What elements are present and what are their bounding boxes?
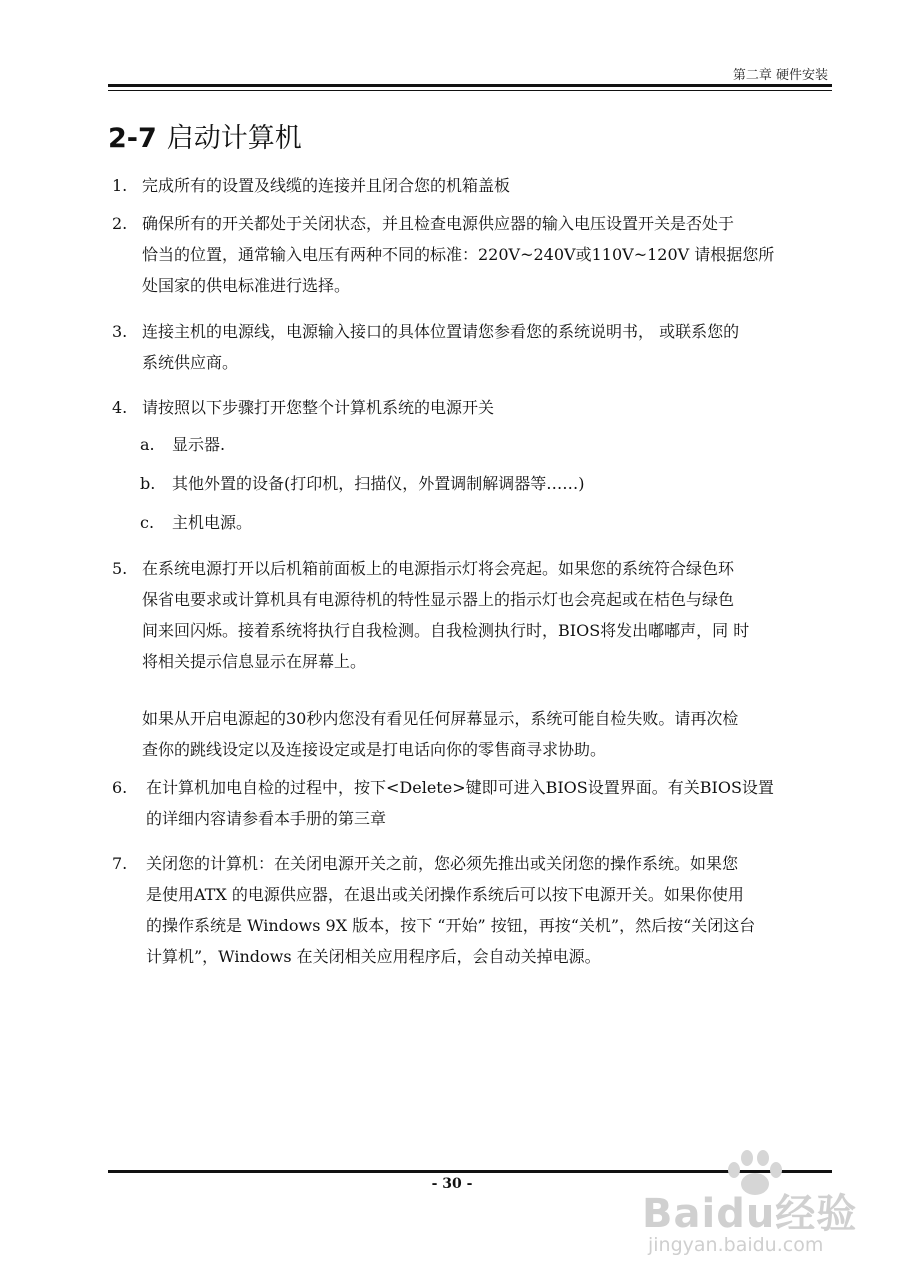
sub-item-text: 主机电源。 xyxy=(172,513,253,532)
step-number: 6. xyxy=(112,778,128,797)
sub-item-text: 其他外置的设备(打印机，扫描仪，外置调制解调器等……) xyxy=(172,474,585,493)
step-text: 请按照以下步骤打开您整个计算机系统的电源开关 xyxy=(142,398,495,417)
step-number: 2. xyxy=(112,214,128,233)
section-title xyxy=(108,116,302,155)
step-line: 确保所有的开关都处于关闭状态，并且检查电源供应器的输入电压设置开关是否处于 xyxy=(142,214,735,233)
list-item-step-4 xyxy=(112,392,832,423)
step-line: 系统供应商。 xyxy=(142,353,239,372)
list-item-step-2 xyxy=(112,208,832,301)
baidu-watermark xyxy=(640,1140,870,1270)
step-line: 保省电要求或计算机具有电源待机的特性显示器上的指示灯也会亮起或在桔色与绿色 xyxy=(142,590,735,609)
header-rule-thick xyxy=(108,84,832,87)
watermark-logo: Baidu经验 xyxy=(642,1191,858,1237)
step-number: 3. xyxy=(112,322,128,341)
step-text: 完成所有的设置及线缆的连接并且闭合您的机箱盖板 xyxy=(142,176,511,195)
step-5-note xyxy=(112,703,832,765)
sub-item-text: 显示器. xyxy=(172,435,226,454)
section-heading: 启动计算机 xyxy=(166,123,302,154)
step-line: 在计算机加电自检的过程中，按下<Delete>键即可进入BIOS设置界面。有关BIOS设置 xyxy=(146,778,774,797)
step-number: 5. xyxy=(112,559,128,578)
step-line: 计算机”，Windows 在关闭相关应用程序后，会自动关掉电源。 xyxy=(146,947,601,966)
step-line: 将相关提示信息显示在屏幕上。 xyxy=(142,652,367,671)
step-line: 的操作系统是 Windows 9X 版本，按下 “开始” 按钮，再按“关机”，然后按“关闭这台 xyxy=(146,916,756,935)
step-number: 4. xyxy=(112,398,128,417)
step-line: 连接主机的电源线，电源输入接口的具体位置请您参看您的系统说明书， 或联系您的 xyxy=(142,322,740,341)
step-line: 恰当的位置，通常输入电压有两种不同的标准：220V~240V或110V~120V 请根据您所 xyxy=(142,245,775,264)
list-item-step-6 xyxy=(112,772,832,834)
list-item-step-7 xyxy=(112,848,832,972)
watermark-url: jingyan.baidu.com xyxy=(648,1234,824,1256)
step-line: 处国家的供电标准进行选择。 xyxy=(142,276,351,295)
header-rule-thin xyxy=(108,90,832,91)
chapter-header: 第二章 硬件安装 xyxy=(732,68,828,83)
note-line: 查你的跳线设定以及连接设定或是打电话向你的零售商寻求协助。 xyxy=(142,740,607,759)
sub-item-letter: b. xyxy=(140,474,156,493)
list-item-step-1 xyxy=(112,170,832,201)
sub-item-letter: a. xyxy=(140,435,155,454)
step-line: 的详细内容请参看本手册的第三章 xyxy=(146,809,387,828)
sub-item-a xyxy=(140,433,225,457)
step-line: 在系统电源打开以后机箱前面板上的电源指示灯将会亮起。如果您的系统符合绿色环 xyxy=(142,559,735,578)
step-line: 间来回闪烁。接着系统将执行自我检测。自我检测执行时，BIOS将发出嘟嘟声，同 时 xyxy=(142,621,750,640)
step-number: 1. xyxy=(112,176,128,195)
section-number: 2-7 xyxy=(108,123,157,154)
list-item-step-5 xyxy=(112,553,832,677)
step-line: 是使用ATX 的电源供应器，在退出或关闭操作系统后可以按下电源开关。如果你使用 xyxy=(146,885,744,904)
note-line: 如果从开启电源起的30秒内您没有看见任何屏幕显示，系统可能自检失败。请再次检 xyxy=(142,709,739,728)
step-line: 关闭您的计算机：在关闭电源开关之前，您必须先推出或关闭您的操作系统。如果您 xyxy=(146,854,739,873)
sub-item-b xyxy=(140,472,585,496)
list-item-step-3 xyxy=(112,316,832,378)
sub-item-letter: c. xyxy=(140,513,155,532)
page-number: - 30 - xyxy=(431,1176,473,1192)
sub-item-c xyxy=(140,511,252,535)
step-number: 7. xyxy=(112,854,128,873)
